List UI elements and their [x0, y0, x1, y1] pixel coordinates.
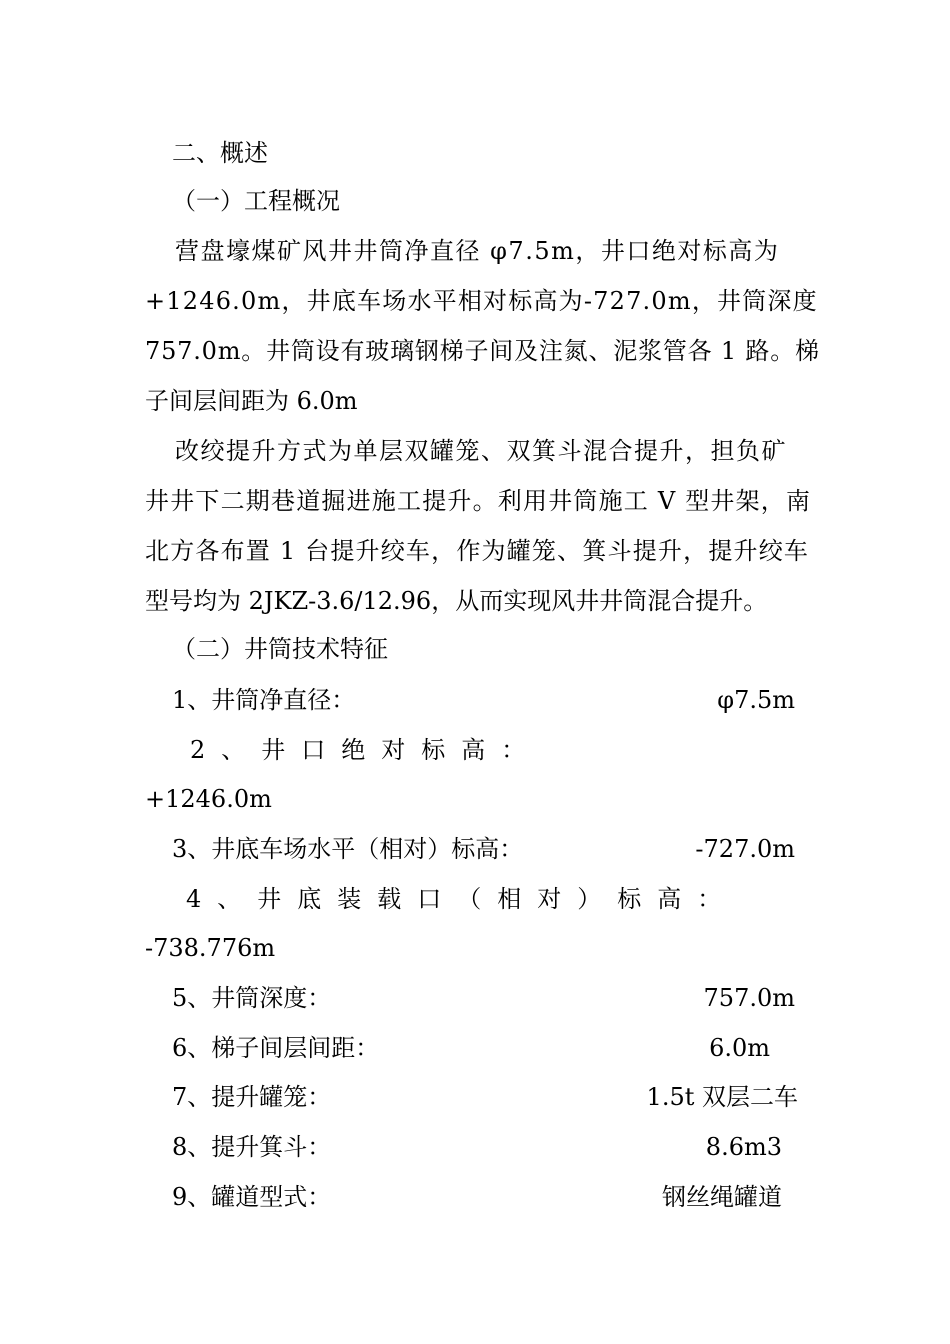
- spec-label: 8、提升箕斗：: [172, 1133, 332, 1161]
- spec-value: 1.5t 双层二车: [646, 1083, 798, 1111]
- spec-label: 3、井底车场水平（相对）标高：: [172, 835, 524, 863]
- spec-label: 7、提升罐笼：: [172, 1083, 332, 1111]
- paragraph-line: 北方各布置 1 台提升绞车，作为罐笼、箕斗提升，提升绞车: [145, 537, 810, 565]
- spec-label: 6、梯子间层间距：: [172, 1034, 380, 1062]
- paragraph-line: 子间层间距为 6.0m: [145, 387, 358, 415]
- spec-value: φ7.5m: [717, 686, 795, 714]
- spec-value: -738.776m: [145, 934, 276, 962]
- paragraph-line: +1246.0m，井底车场水平相对标高为-727.0m，井筒深度: [145, 287, 818, 315]
- subsection-title-overview: （一）工程概况: [172, 187, 340, 215]
- spec-value: 8.6m3: [705, 1133, 782, 1161]
- spec-value: -727.0m: [695, 835, 795, 863]
- section-title: 二、概述: [172, 139, 268, 167]
- paragraph-line: 井井下二期巷道掘进施工提升。利用井筒施工 V 型井架，南: [145, 487, 812, 515]
- spec-label: 4、井底装载口（相对）标高：: [186, 885, 738, 913]
- spec-value: 钢丝绳罐道: [662, 1183, 782, 1211]
- spec-label: 9、罐道型式：: [172, 1183, 332, 1211]
- spec-label: 2、井口绝对标高：: [190, 736, 542, 764]
- paragraph-line: 改绞提升方式为单层双罐笼、双箕斗混合提升，担负矿: [175, 437, 787, 465]
- spec-value: 757.0m: [703, 984, 795, 1012]
- spec-label: 1、井筒净直径：: [172, 686, 356, 714]
- subsection-title-tech: （二）井筒技术特征: [172, 635, 388, 663]
- paragraph-line: 营盘壕煤矿风井井筒净直径 φ7.5m，井口绝对标高为: [175, 237, 780, 265]
- paragraph-line: 757.0m。井筒设有玻璃钢梯子间及注氮、泥浆管各 1 路。梯: [145, 337, 820, 365]
- spec-value: +1246.0m: [145, 785, 272, 813]
- spec-label: 5、井筒深度：: [172, 984, 332, 1012]
- paragraph-line: 型号均为 2JKZ-3.6/12.96，从而实现风井井筒混合提升。: [145, 587, 768, 615]
- spec-value: 6.0m: [709, 1034, 770, 1062]
